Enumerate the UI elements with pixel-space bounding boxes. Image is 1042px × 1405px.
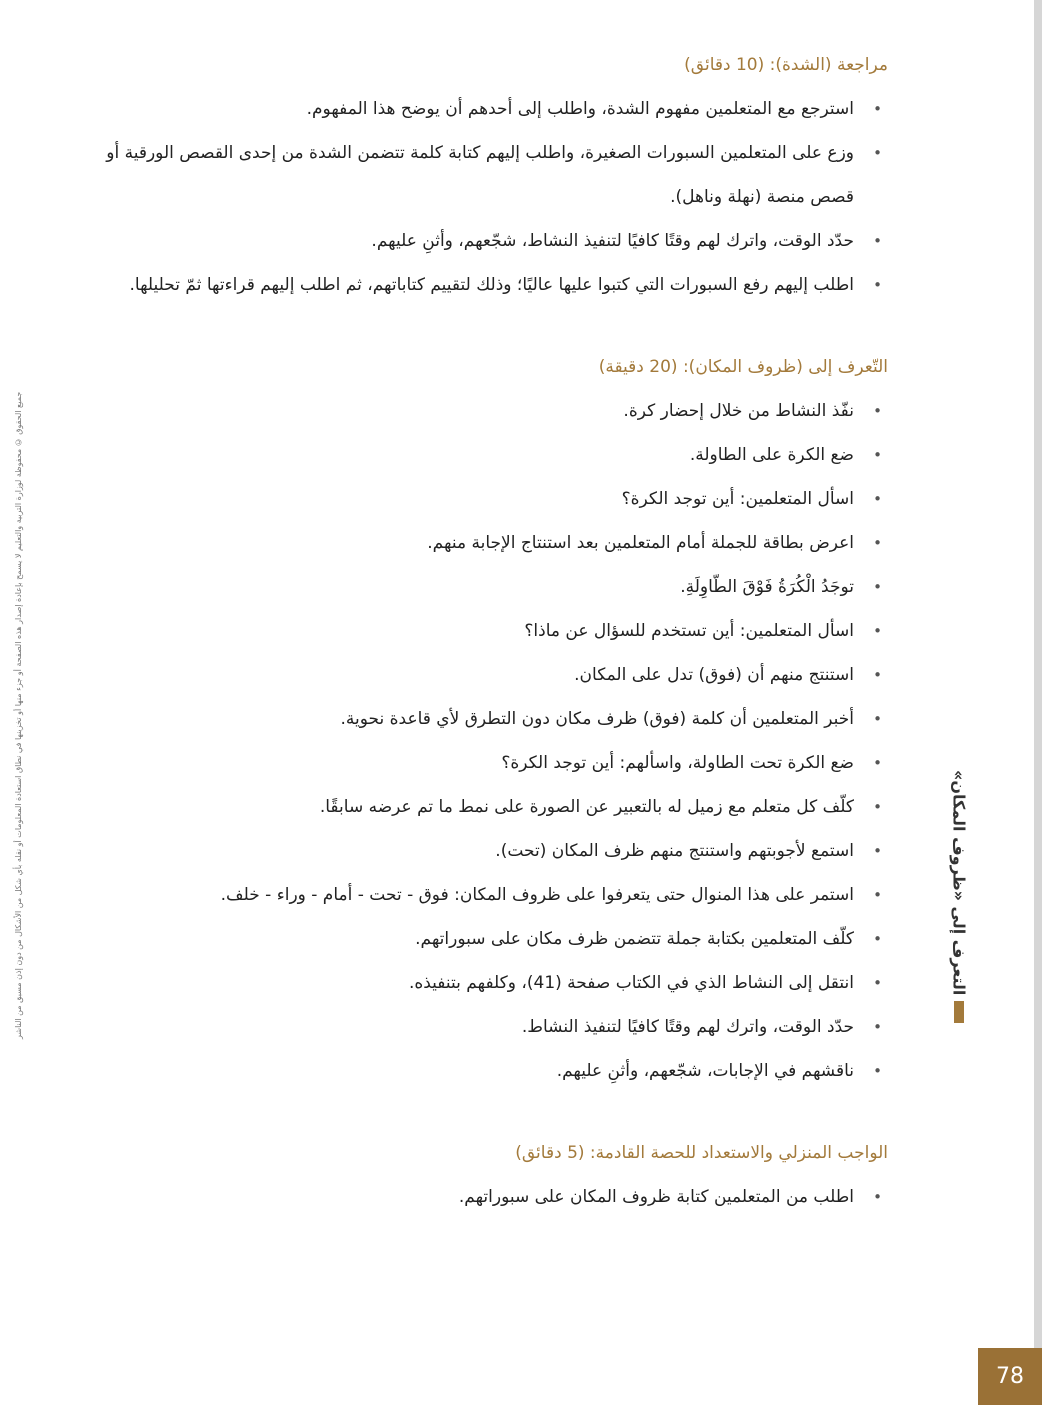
list-item: • أخبر المتعلمين أن كلمة (فوق) ظرف مكان دون التطرق لأي قاعدة نحوية.: [60, 697, 888, 741]
list-item: • ضع الكرة على الطاولة.: [60, 433, 888, 477]
section-review-shadda: [60, 55, 888, 307]
list-item: • اسأل المتعلمين: أين تستخدم للسؤال عن ماذا؟: [60, 609, 888, 653]
list-item: • اطلب إليهم رفع السبورات التي كتبوا عليها عاليًا؛ وذلك لتقييم كتاباتهم، ثم اطلب إليهم قراءتها ثمّ تحليلها.: [60, 263, 888, 307]
list-item: • استمع لأجوبتهم واستنتج منهم ظرف المكان (تحت).: [60, 829, 888, 873]
list-item: • استمر على هذا المنوال حتى يتعرفوا على ظروف المكان: فوق - تحت - أمام - وراء - خلف.: [60, 873, 888, 917]
list-item: • استنتج منهم أن (فوق) تدل على المكان.: [60, 653, 888, 697]
list-item: • كلّف كل متعلم مع زميل له بالتعبير عن الصورة على نمط ما تم عرضه سابقًا.: [60, 785, 888, 829]
chapter-title: التعرف إلى «ظروف المكان»: [949, 769, 969, 995]
list-item: • وزع على المتعلمين السبورات الصغيرة، واطلب إليهم كتابة كلمة تتضمن الشدة من إحدى القصص الورقية أو قصص منصة (نهلة وناهل).: [60, 131, 888, 219]
list-item: • نفّذ النشاط من خلال إحضار كرة.: [60, 389, 888, 433]
section-place-adverbs: [60, 357, 888, 1093]
list-item: • اسأل المتعلمين: أين توجد الكرة؟: [60, 477, 888, 521]
list-item: • توجَدُ الْكُرَةُ فَوْقَ الطّاوِلَةِ.: [60, 565, 888, 609]
bullet-list: [60, 1175, 888, 1219]
list-item: • اعرض بطاقة للجملة أمام المتعلمين بعد استنتاج الإجابة منهم.: [60, 521, 888, 565]
bullet-list: [60, 389, 888, 1093]
copyright-notice: جميع الحقوق © محفوظة لوزارة التربية والتعليم لا يسمح بإعادة إصدار هذه الصفحة أو جزء منها أو تخزينها في نطاق استعادة المعلومات أو نقله بأي شكل من الأشكال من دون إذن مسبق من الناشر: [14, 391, 23, 1039]
section-title: مراجعة (الشدة): (10 دقائق): [684, 55, 888, 75]
page-edge-strip: [1034, 0, 1042, 1405]
list-item: • حدّد الوقت، واترك لهم وقتًا كافيًا لتنفيذ النشاط، شجّعهم، وأثنِ عليهم.: [60, 219, 888, 263]
list-item: • اطلب من المتعلمين كتابة ظروف المكان على سبوراتهم.: [60, 1175, 888, 1219]
lesson-content: [60, 55, 888, 1269]
list-item: • ضع الكرة تحت الطاولة، واسألهم: أين توجد الكرة؟: [60, 741, 888, 785]
chapter-accent-bar: [954, 1001, 964, 1023]
section-title: التّعرف إلى (ظروف المكان): (20 دقيقة): [598, 357, 888, 377]
list-item: • ناقشهم في الإجابات، شجّعهم، وأثنِ عليهم.: [60, 1049, 888, 1093]
list-item: • كلّف المتعلمين بكتابة جملة تتضمن ظرف مكان على سبوراتهم.: [60, 917, 888, 961]
chapter-label: [940, 769, 978, 1030]
list-item: • انتقل إلى النشاط الذي في الكتاب صفحة (41)، وكلفهم بتنفيذه.: [60, 961, 888, 1005]
section-title: الواجب المنزلي والاستعداد للحصة القادمة: (5 دقائق): [515, 1143, 888, 1163]
section-homework: [60, 1143, 888, 1219]
bullet-list: [60, 87, 888, 307]
list-item: • حدّد الوقت، واترك لهم وقتًا كافيًا لتنفيذ النشاط.: [60, 1005, 888, 1049]
list-item: • استرجع مع المتعلمين مفهوم الشدة، واطلب إلى أحدهم أن يوضح هذا المفهوم.: [60, 87, 888, 131]
page-number: 78: [978, 1348, 1042, 1405]
